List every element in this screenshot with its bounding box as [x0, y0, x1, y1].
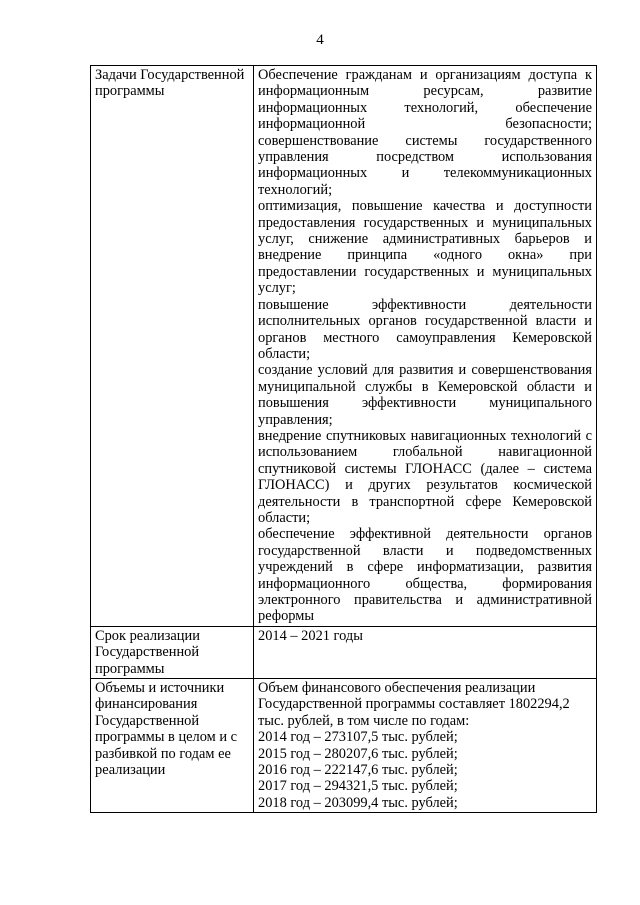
page-number: 4 — [316, 32, 324, 48]
row-label-tasks: Задачи Государственной программы — [91, 66, 254, 627]
funding-year: 2018 год – 203099,4 тыс. рублей; — [258, 794, 458, 811]
funding-year: 2016 год – 222147,6 тыс. рублей; — [258, 762, 458, 779]
passport-table — [90, 65, 597, 813]
table-row-tasks — [91, 66, 597, 627]
funding-intro: Объем финансового обеспечения реализации Государственной программы составляет 1802294,2 тыс. рублей, в том числе по годам: — [258, 680, 570, 729]
task-item: оптимизация, повышение качества и доступности предоставления государственных и муниципальных услуг, снижение административных барьеров и внедрение принципа «одного окна» при предоставлении государственных и муниципальных услуг; — [258, 198, 592, 297]
period-value: 2014 – 2021 годы — [258, 627, 363, 644]
funding-year: 2014 год – 273107,5 тыс. рублей; — [258, 729, 458, 746]
row-content-tasks — [254, 66, 597, 627]
row-content-period — [254, 626, 597, 678]
task-item: Обеспечение гражданам и организациям доступа к информационным ресурсам, развитие информационных технологий, обеспечение информационной безопасности; — [258, 67, 592, 133]
funding-year: 2015 год – 280207,6 тыс. рублей; — [258, 745, 458, 762]
task-item: совершенствование системы государственного управления посредством использования информационных и телекоммуникационных технологий; — [258, 132, 592, 198]
table-row-period — [91, 626, 597, 678]
table-row-funding — [91, 679, 597, 813]
row-content-funding — [254, 679, 597, 813]
task-item: создание условий для развития и совершенствования муниципальной службы в Кемеровской области и повышения эффективности муниципального управления; — [258, 362, 592, 428]
task-item: обеспечение эффективной деятельности органов государственной власти и подведомственных учреждений в сфере информатизации, развития информационного общества, формирования электронного правительства и административной реформы — [258, 526, 592, 625]
row-label-funding: Объемы и источники финансирования Государственной программы в целом и с разбивкой по годам ее реализации — [91, 679, 254, 813]
row-label-period: Срок реализации Государственной программы — [91, 626, 254, 678]
task-item: внедрение спутниковых навигационных технологий с использованием глобальной навигационной спутниковой системы ГЛОНАСС (далее – система ГЛОНАСС) и других результатов космической деятельности в транспортной сфере Кемеровской области; — [258, 427, 592, 526]
task-item: повышение эффективности деятельности исполнительных органов государственной власти и органов местного самоуправления Кемеровской области; — [258, 296, 592, 362]
funding-year: 2017 год – 294321,5 тыс. рублей; — [258, 778, 458, 795]
